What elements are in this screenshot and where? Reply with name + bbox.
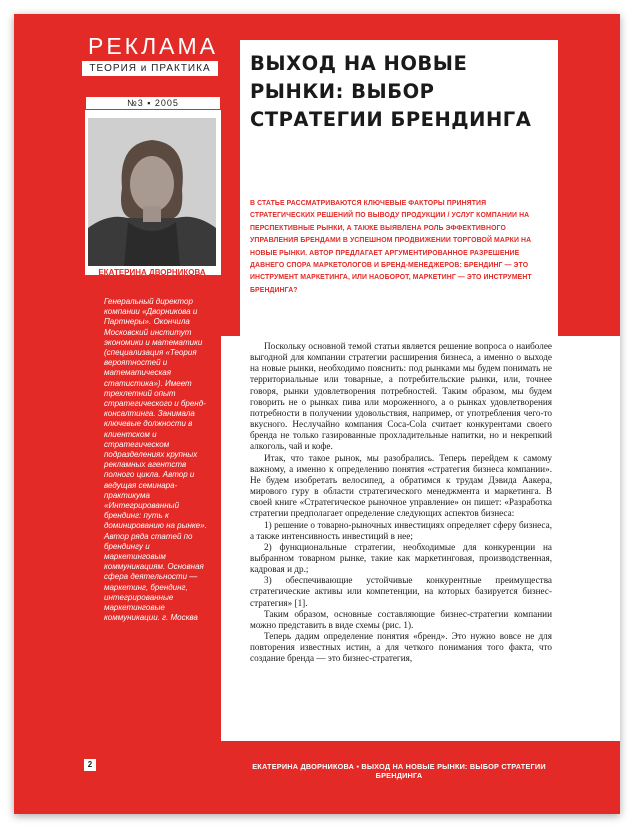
article-title: ВЫХОД НА НОВЫЕ РЫНКИ: ВЫБОР СТРАТЕГИИ БРЕНДИНГА (250, 52, 532, 131)
paragraph: Теперь дадим определение понятия «бренд». Это нужно вовсе не для повторения известных истин, а для четкого понимания того факта, что создание бренда — это бизнес-стратегия, (250, 631, 552, 664)
paragraph: 2) функциональные стратегии, необходимые для конкуренции на выбранном товарном рынке, такие как маркетинговая, производственная, кадровая и др.; (250, 541, 552, 575)
magazine-page (14, 14, 620, 814)
paragraph: Итак, что такое рынок, мы разобрались. Теперь перейдем к самому важному, а именно к определению понятия «стратегия бизнеса компании». Не будем изобретать велосипед, а обратимся к трудам Дэвида Аакера, мирового гуру в области стратегического менеджмента и маркетинга. В своей книге «Стратегическое рыночное управление» он пишет: «Разработка стратегии предполагает определение следующих аспектов бизнеса: (250, 452, 552, 519)
author-name: ЕКАТЕРИНА ДВОРНИКОВА (98, 268, 206, 277)
paragraph: 3) обеспечивающие устойчивые конкурентные преимущества стратегические активы или компетенции, на которых базируется бизнес-стратегия» [1]. (250, 575, 552, 608)
magazine-logo: РЕКЛАМА (88, 33, 219, 59)
magazine-logo-subtitle: ТЕОРИЯ и ПРАКТИКА (82, 61, 218, 76)
author-photo (88, 118, 216, 266)
paragraph: 1) решение о товарно-рыночных инвестициях определяет сферу бизнеса, а также интенсивность инвестиций в нее; (250, 519, 552, 541)
article-body (250, 341, 552, 665)
running-footer: ЕКАТЕРИНА ДВОРНИКОВА ▪ ВЫХОД НА НОВЫЕ РЫНКИ: ВЫБОР СТРАТЕГИИ БРЕНДИНГА (252, 762, 546, 780)
author-bio: Генеральный директор компании «Дворникова и Партнеры». Окончила Московский институт экономики и математики (специализация «Теория вероятностей и математическая статистика»). Имеет трехлетний опыт стратегического и бренд-консалтинга. Занимала ключевые должности в клиентском и стратегическом подразделениях крупных рекламных агентств полного цикла. Автор и ведущая семинара-практикума «Интегрированный брендинг: путь к доминированию на рынке». Автор ряда статей по брендингу и маркетинговым коммуникациям. Основная сфера деятельности — маркетинг, брендинг, интегрированные маркетинговые коммуникации. г. Москва (104, 297, 207, 623)
paragraph: Таким образом, основные составляющие бизнес-стратегии компании можно представить в виде схемы (рис. 1). (250, 608, 552, 630)
issue-number: №3 ▪ 2005 (85, 96, 221, 110)
paragraph: Поскольку основной темой статьи является решение вопроса о наиболее выгодной для компании стратегии расширения бизнеса, а именно о выходе на новые рынки, необходимо пояснить: под рынками мы будем понимать не территориальные или товарные, а потребительские рынки, или, точнее говоря, рынки удовлетворения потребностей. Таким образом, мы будем говорить не о рынках пива или мороженного, а о рынках удовлетворения потребности в получении удовольствия, например, от употребления чего-то вкусного. Неслучайно компания Coca-Cola считает конкурентами своего бренда не только газированные прохладительные напитки, но и некрепкий алкоголь, чай и кофе. (250, 341, 552, 452)
article-lead: В СТАТЬЕ РАССМАТРИВАЮТСЯ КЛЮЧЕВЫЕ ФАКТОРЫ ПРИНЯТИЯ СТРАТЕГИЧЕСКИХ РЕШЕНИЙ ПО ВЫВОДУ ПРОДУКЦИИ / УСЛУГ КОМПАНИИ НА ПЕРСПЕКТИВНЫЕ РЫНКИ, А ТАКЖЕ ВЫЯВЛЕНА РОЛЬ ЭФФЕКТИВНОГО УПРАВЛЕНИЯ БРЕНДАМИ В УСПЕШНОМ ПРОДВИЖЕНИИ ТОРГОВОЙ МАРКИ НА НОВЫЕ РЫНКИ. АВТОР ПРЕДЛАГАЕТ АРГУМЕНТИРОВАННОЕ РАЗРЕШЕНИЕ ДАВНЕГО СПОРА МАРКЕТОЛОГОВ И БРЕНД-МЕНЕДЖЕРОВ: БРЕНДИНГ — ЭТО ИНСТРУМЕНТ МАРКЕТИНГА, ИЛИ НАОБОРОТ, МАРКЕТИНГ — ЭТО ИНСТРУМЕНТ БРЕНДИНГА? (250, 200, 532, 294)
page-number: 2 (84, 759, 96, 771)
